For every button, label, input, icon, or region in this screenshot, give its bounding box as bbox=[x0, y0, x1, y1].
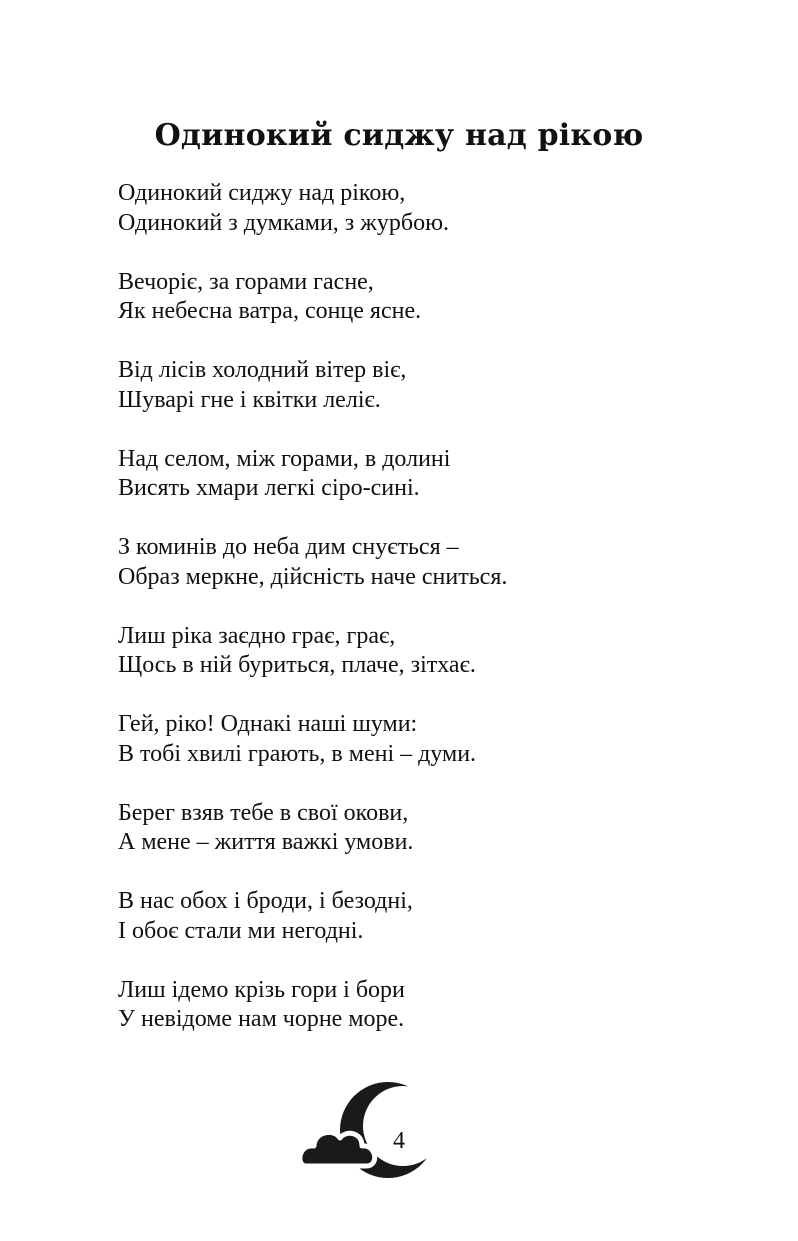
poem-title: Одинокий сиджу над рікою bbox=[154, 118, 644, 153]
poem-line: В тобі хвилі грають, в мені – думи. bbox=[118, 740, 477, 767]
poem-line: Одинокий з думками, з журбою. bbox=[118, 209, 450, 236]
poem-line: В нас обох і броди, і безодні, bbox=[118, 888, 413, 914]
stanza bbox=[118, 268, 758, 327]
stanza bbox=[118, 622, 758, 681]
stanza bbox=[118, 533, 758, 592]
poem-line: Лиш ідемо крізь гори і бори bbox=[118, 976, 405, 1003]
poem-line: Шуварі гне і квітки леліє. bbox=[118, 386, 381, 413]
stanza bbox=[118, 887, 758, 946]
poem-line: З коминів до неба дим снується – bbox=[118, 534, 459, 560]
stanza bbox=[118, 445, 758, 504]
stanza bbox=[118, 356, 758, 415]
poem-line: І обоє стали ми негодні. bbox=[118, 917, 364, 944]
poem-line: Висять хмари легкі сіро-сині. bbox=[118, 475, 420, 501]
poem-line: Як небесна ватра, сонце ясне. bbox=[118, 298, 422, 324]
poem-line: Вечоріє, за горами гасне, bbox=[118, 268, 374, 295]
moon-cloud-icon bbox=[300, 1078, 440, 1182]
poem-line: Щось в ній буриться, плаче, зітхає. bbox=[118, 652, 476, 678]
poem-line: Лиш ріка заєдно грає, грає, bbox=[118, 622, 396, 649]
stanza bbox=[118, 710, 758, 769]
poem-line: Образ меркне, дійсність наче сниться. bbox=[118, 563, 508, 590]
stanza bbox=[118, 976, 758, 1035]
poem-line: Над селом, між горами, в долині bbox=[118, 445, 451, 472]
stanza bbox=[118, 179, 758, 238]
poem-line: Одинокий сиджу над рікою, bbox=[118, 180, 406, 206]
page-number: 4 bbox=[393, 1128, 405, 1154]
poem-line: Від лісів холодний вітер віє, bbox=[118, 357, 407, 383]
poem-line: У невідоме нам чорне море. bbox=[118, 1006, 405, 1032]
poem-line: А мене – життя важкі умови. bbox=[118, 829, 414, 855]
stanza bbox=[118, 799, 758, 858]
poem-body bbox=[118, 179, 758, 1064]
poem-line: Берег взяв тебе в свої окови, bbox=[118, 799, 409, 826]
poem-line: Гей, ріко! Однакі наші шуми: bbox=[118, 711, 418, 737]
